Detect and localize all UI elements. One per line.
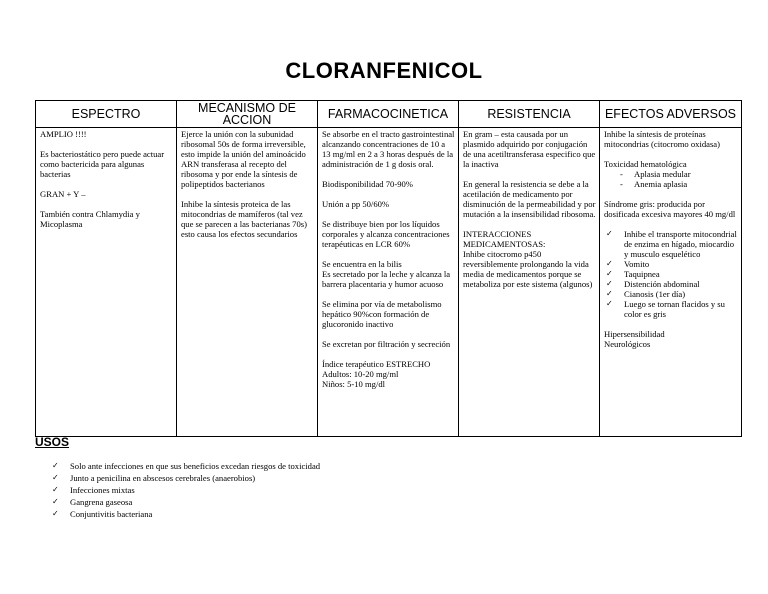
cell-espectro: [36, 128, 177, 437]
adversos-text: Inhibe la síntesis de proteínas mitocondrias (citocromo oxidasa): [604, 129, 720, 149]
farmaco-text: Se encuentra en la bilis Es secretado por la leche y alcanza la barrera placentaria y humor acuoso: [322, 259, 451, 289]
table-row: [36, 128, 742, 437]
list-item: ✓ Cianosis (1er día): [622, 289, 738, 299]
adversos-text: Hipersensibilidad: [604, 329, 665, 339]
list-item: ✓ Inhibe el transporte mitocondrial de enzima en hígado, miocardio y musculo esquelético: [622, 229, 738, 259]
table-header-row: [36, 101, 742, 128]
cell-resistencia: [459, 128, 600, 437]
list-item: - Aplasia medular: [634, 169, 738, 179]
farmaco-text: Se absorbe en el tracto gastrointestinal alcanzando concentraciones de 10 a 13 mg/ml en 2 a 3 horas después de la administración de 1 g dosis oral.: [322, 129, 455, 169]
usos-item: ✓ Solo ante infecciones en que sus beneficios excedan riesgos de toxicidad: [52, 460, 320, 472]
dash-list: [604, 169, 738, 189]
list-item: - Anemia aplasia: [634, 179, 738, 189]
list-item: ✓ Taquipnea: [622, 269, 738, 279]
farmaco-text: Se excretan por filtración y secreción: [322, 339, 451, 349]
header-espectro: ESPECTRO: [36, 101, 177, 128]
resistencia-text: En gram – esta causada por un plasmido adquirido por conjugación de una acetiltransferasa especifico que la inactiva: [463, 129, 596, 169]
adversos-text: Síndrome gris: producida por dosificada excesiva mayores 40 mg/dl: [604, 199, 736, 219]
farmaco-text: Índice terapéutico ESTRECHO Adultos: 10-20 mg/ml Niños: 5-10 mg/dl: [322, 359, 431, 389]
usos-item: ✓ Infecciones mixtas: [52, 484, 320, 496]
drug-table: [35, 100, 742, 437]
farmaco-text: Se distribuye bien por los líquidos corporales y alcanza concentraciones terapéuticas en LCR 60%: [322, 219, 450, 249]
header-resistencia: RESISTENCIA: [459, 101, 600, 128]
usos-heading: USOS: [35, 435, 70, 449]
adversos-text: Neurológicos: [604, 339, 651, 349]
farmaco-text: Se elimina por vía de metabolismo hepático 90%con formación de glucoronido inactivo: [322, 299, 442, 329]
header-efectos-adversos: EFECTOS ADVERSOS: [600, 101, 742, 128]
check-list: [604, 229, 738, 319]
header-mecanismo: MECANISMO DE ACCION: [177, 101, 318, 128]
usos-list: [52, 460, 320, 520]
adversos-text: Toxicidad hematológica: [604, 159, 687, 169]
mecanismo-text: Ejerce la unión con la subunidad ribosomal 50s de forma irreversible, esto impide la unión del aminoácido ARN transferasa al recepto del ribosoma y por ende la síntesis de polipeptidos bacterianos: [181, 129, 306, 189]
cell-efectos-adversos: [600, 128, 742, 437]
resistencia-text: INTERACCIONES MEDICAMENTOSAS: Inhibe citocromo p450 reversiblemente prolongando la vida media de medicamentos porque se metaboliza por este sistema (algunos): [463, 229, 593, 289]
mecanismo-text: Inhibe la síntesis proteica de las mitocondrias de mamíferos (tal vez que se parecen a las bacterianas 70s) esto causa los efectos secundarios: [181, 199, 307, 239]
usos-item: ✓ Gangrena gaseosa: [52, 496, 320, 508]
espectro-text: GRAN + Y –: [40, 189, 86, 199]
espectro-text: Es bacteriostático pero puede actuar como bactericida para algunas bacterias: [40, 149, 165, 179]
cell-mecanismo: [177, 128, 318, 437]
list-item: ✓ Distención abdominal: [622, 279, 738, 289]
page-title: CLORANFENICOL: [285, 58, 483, 83]
espectro-text: También contra Chlamydia y Micoplasma: [40, 209, 140, 229]
list-item: ✓ Luego se tornan flacidos y su color es gris: [622, 299, 738, 319]
list-item: ✓ Vomito: [622, 259, 738, 269]
farmaco-text: Unión a pp 50/60%: [322, 199, 390, 209]
header-farmacocinetica: FARMACOCINETICA: [318, 101, 459, 128]
farmaco-text: Biodisponibilidad 70-90%: [322, 179, 413, 189]
resistencia-text: En general la resistencia se debe a la acetilación de medicamento por disminución de la permeabilidad y por mutación a la insensibilidad ribosoma.: [463, 179, 596, 219]
cell-farmacocinetica: [318, 128, 459, 437]
usos-item: ✓ Junto a penicilina en abscesos cerebrales (anaerobios): [52, 472, 320, 484]
espectro-text: AMPLIO !!!!: [40, 129, 87, 139]
usos-item: ✓ Conjuntivitis bacteriana: [52, 508, 320, 520]
